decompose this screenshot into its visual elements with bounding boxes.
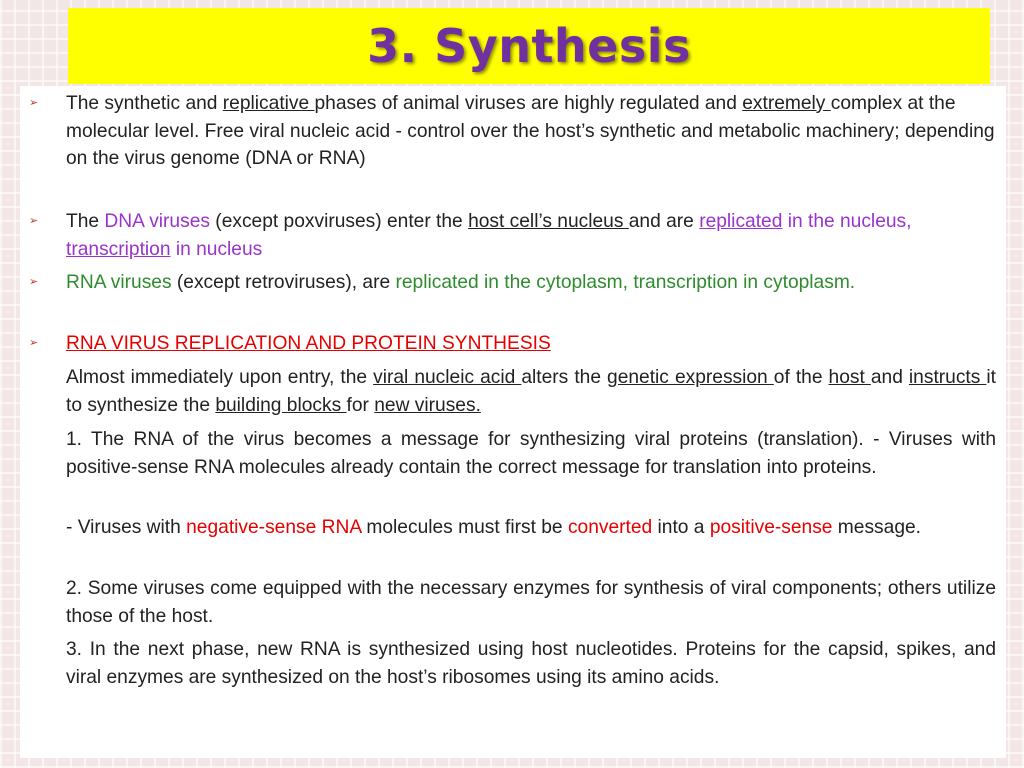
title-bar <box>68 8 990 84</box>
underlined-term: extremely <box>742 93 831 114</box>
underlined-term: instructs <box>908 367 987 388</box>
underlined-term: host <box>828 367 871 388</box>
paragraph-3 <box>66 514 996 542</box>
text: The synthetic and <box>66 93 223 114</box>
highlighted-term: DNA viruses <box>104 211 210 232</box>
text: - Viruses with <box>66 517 187 538</box>
underlined-term: genetic expression <box>607 367 774 388</box>
highlighted-term: replicated <box>699 211 783 232</box>
bullet-point-2 <box>29 208 996 263</box>
text: 2. Some viruses come equipped with the necessary enzymes for synthesis of viral components; others utilize those of the host. <box>66 578 996 627</box>
text: of the <box>773 367 829 388</box>
bullet-point-3 <box>29 269 996 297</box>
highlighted-term: RNA viruses <box>66 272 172 293</box>
underlined-term: building blocks <box>215 394 347 416</box>
slide-title: 3. Synthesis <box>367 19 691 73</box>
text: Almost immediately upon entry, the <box>66 367 374 388</box>
underlined-term: viral nucleic acid <box>373 367 522 388</box>
content-box <box>20 86 1006 758</box>
paragraph-2 <box>66 426 996 481</box>
text: and are <box>628 211 700 232</box>
paragraph-1 <box>66 364 996 419</box>
bullet-point-4 <box>29 330 996 358</box>
highlighted-text: replicated in the cytoplasm, transcription in cytoplasm. <box>395 272 856 293</box>
text: molecules must first be <box>361 517 568 538</box>
text: complex at the molecular level. Free viral nucleic acid - control over the host’s synthetic and metabolic machinery; depending on the virus genome (DNA or RNA) <box>66 93 995 169</box>
text: phases of animal viruses are highly regulated and <box>314 93 743 114</box>
text: 1. The RNA of the virus becomes a message for synthesizing viral proteins (translation). - Viruses with positive-sense RNA molecules already contain the correct message for translation into proteins. <box>66 429 996 478</box>
text: 3. In the next phase, new RNA is synthesized using host nucleotides. Proteins for the capsid, spikes, and viral enzymes are synthesized on the host’s ribosomes using its amino acids. <box>66 639 996 688</box>
text: into a <box>652 517 710 538</box>
highlighted-term: transcription <box>66 238 171 260</box>
text: The <box>66 211 105 232</box>
bullet-arrow-icon: ➢ <box>29 276 39 288</box>
paragraph-5 <box>66 636 996 691</box>
text: it to synthesize the <box>66 367 996 416</box>
bullet-arrow-icon: ➢ <box>29 337 39 349</box>
text: alters the <box>521 367 608 388</box>
bullet-point-1 <box>29 90 996 173</box>
highlighted-term: negative-sense RNA <box>186 517 362 538</box>
bullet-arrow-icon: ➢ <box>29 215 39 227</box>
bullet-arrow-icon: ➢ <box>29 97 39 109</box>
highlighted-text: in nucleus <box>170 238 263 260</box>
text: and <box>870 367 909 388</box>
section-heading: RNA VIRUS REPLICATION AND PROTEIN SYNTHESIS <box>66 333 551 354</box>
highlighted-term: converted <box>567 517 653 538</box>
text: message. <box>832 517 921 538</box>
text: (except poxviruses) enter the <box>209 211 469 232</box>
paragraph-4 <box>66 575 996 630</box>
highlighted-text: in the nucleus, <box>782 211 912 232</box>
underlined-term: host cell’s nucleus <box>468 211 629 232</box>
highlighted-term: positive-sense <box>709 517 833 538</box>
underlined-term: new viruses. <box>374 394 481 416</box>
text: for <box>346 394 375 416</box>
underlined-term: replicative <box>222 93 315 114</box>
text: (except retroviruses), are <box>171 272 396 293</box>
